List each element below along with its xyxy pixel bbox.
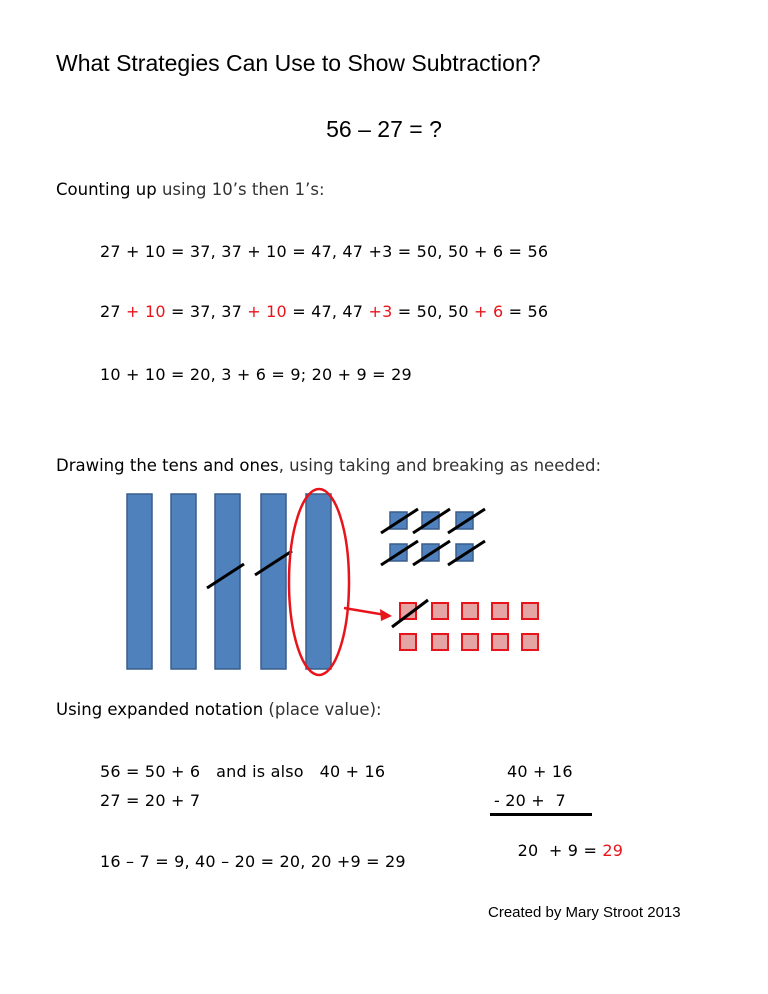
line2-part: = 37, 37	[165, 302, 248, 321]
sum-line	[490, 813, 592, 816]
expanded-left-line-1: 56 = 50 + 6 and is also 40 + 16	[100, 762, 386, 781]
drawing-heading-rest: , using taking and breaking as needed:	[278, 456, 602, 475]
drawing-heading-strong: Drawing the tens and ones	[56, 456, 279, 475]
counting-up-heading-strong: Counting up	[56, 180, 157, 199]
line2-part: = 56	[503, 302, 549, 321]
expanded-left-line-2: 27 = 20 + 7	[100, 791, 201, 810]
regrouped-one	[522, 603, 538, 619]
tens-rod	[127, 494, 152, 669]
regrouped-one	[492, 634, 508, 650]
expanded-heading	[56, 700, 382, 719]
line2-highlight: + 10	[247, 302, 287, 321]
regrouped-one	[462, 603, 478, 619]
line2-part: = 47, 47	[286, 302, 369, 321]
regroup-arrow	[344, 608, 386, 615]
regrouped-one	[522, 634, 538, 650]
tens-rod	[261, 494, 286, 669]
line2-highlight: + 6	[474, 302, 504, 321]
regrouped-one	[400, 634, 416, 650]
line2-part: 27	[100, 302, 127, 321]
page-title: What Strategies Can Use to Show Subtraction?	[56, 50, 541, 76]
expanded-left-line-3: 16 – 7 = 9, 40 – 20 = 20, 20 +9 = 29	[100, 852, 406, 871]
expanded-heading-strong: Using expanded notation	[56, 700, 264, 719]
expanded-right-line-1: 40 + 16	[507, 762, 573, 781]
arrow-head-icon	[380, 609, 392, 621]
counting-up-line-1: 27 + 10 = 37, 37 + 10 = 47, 47 +3 = 50, 50 + 6 = 56	[100, 242, 549, 261]
line2-part: = 50, 50	[392, 302, 475, 321]
tens-rod-regrouped	[306, 494, 331, 669]
expanded-right-line-3-text: 20 + 9 =	[517, 841, 603, 860]
regrouped-one	[432, 634, 448, 650]
final-answer: 29	[602, 841, 624, 860]
tens-rod	[171, 494, 196, 669]
line2-highlight: + 10	[126, 302, 166, 321]
counting-up-heading-rest: using 10’s then 1’s:	[156, 180, 325, 199]
expanded-heading-rest: (place value):	[263, 700, 382, 719]
regrouped-one	[462, 634, 478, 650]
line2-highlight: +3	[368, 302, 393, 321]
expanded-right-line-3	[507, 822, 623, 860]
counting-up-line-3: 10 + 10 = 20, 3 + 6 = 9; 20 + 9 = 29	[100, 365, 412, 384]
expanded-right-line-2: - 20 + 7	[494, 791, 566, 810]
credit-line: Created by Mary Stroot 2013	[488, 904, 681, 921]
problem-equation: 56 – 27 = ?	[326, 116, 442, 142]
regrouped-one	[492, 603, 508, 619]
regrouped-one	[432, 603, 448, 619]
